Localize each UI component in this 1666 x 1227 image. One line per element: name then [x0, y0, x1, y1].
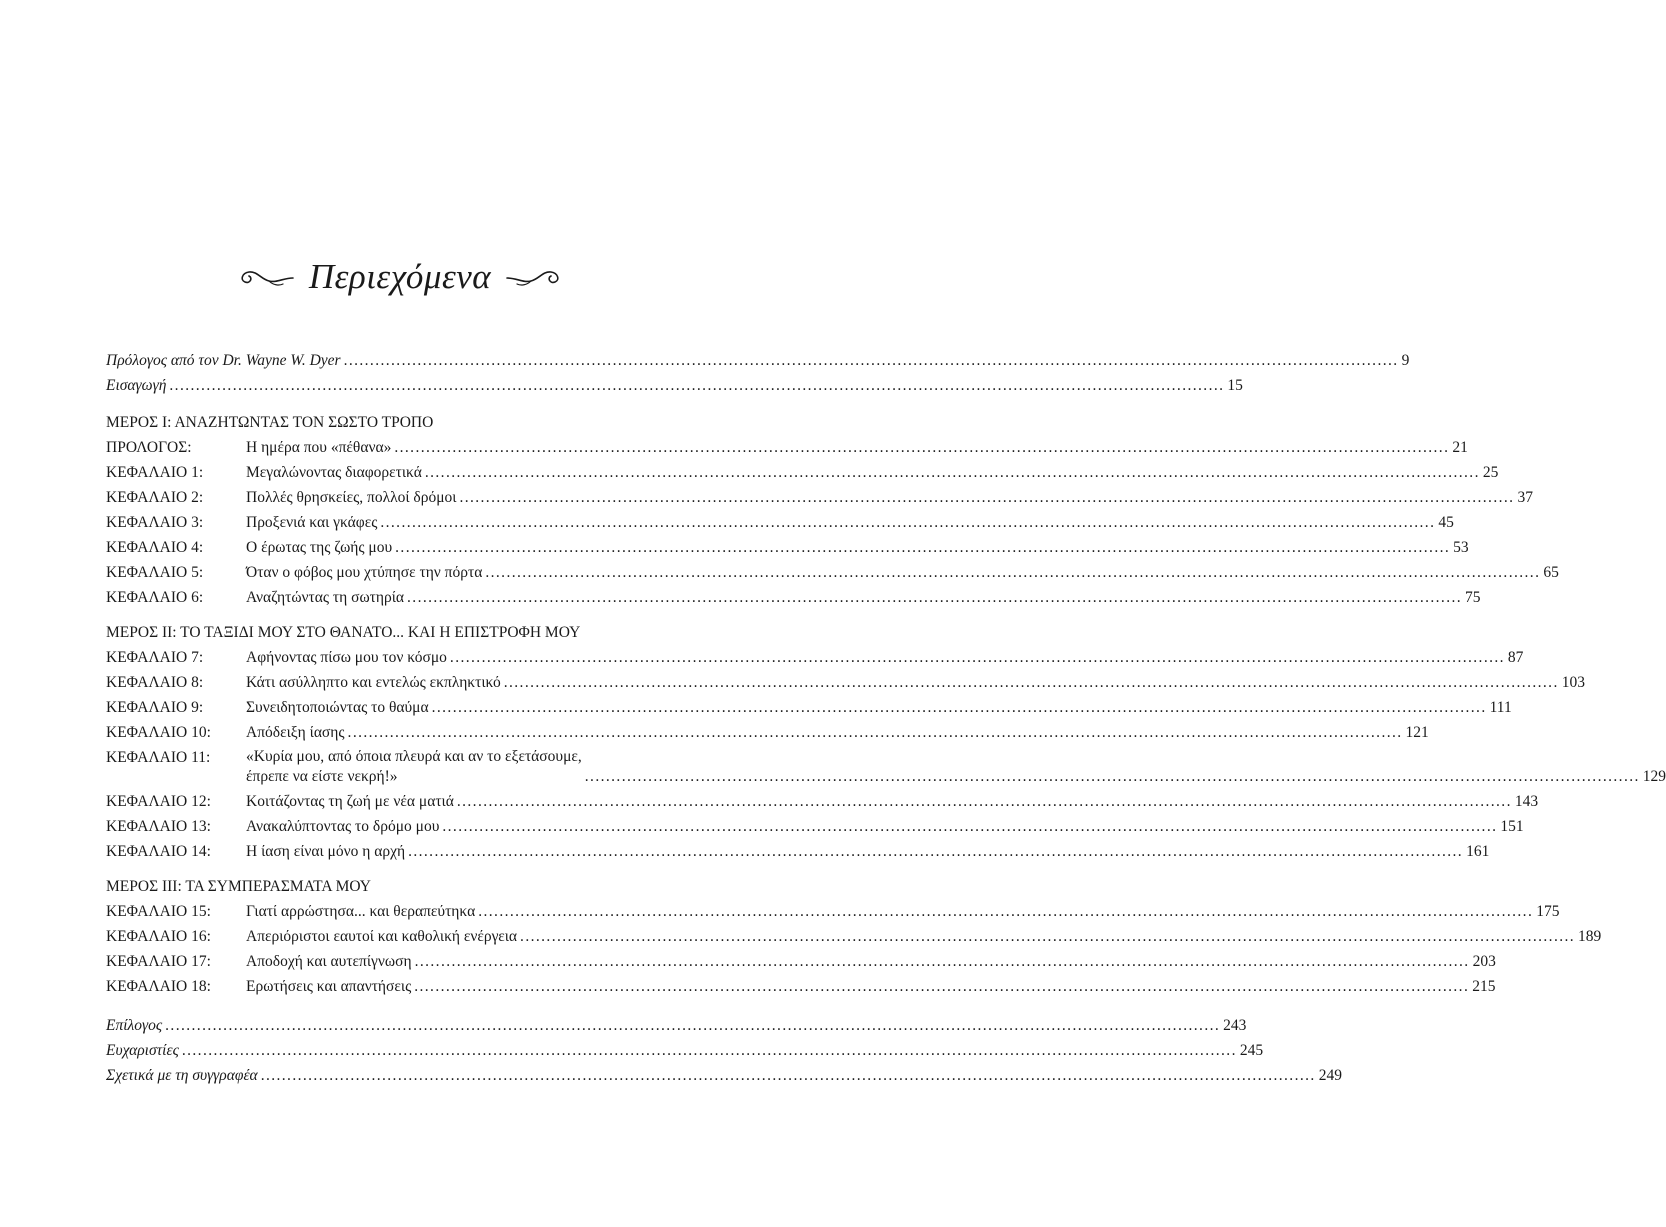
entry-title: Η ίαση είναι μόνο η αρχή: [246, 843, 406, 860]
entry-page: 103: [1561, 674, 1585, 691]
entry-title: Πολλές θρησκείες, πολλοί δρόμοι: [246, 489, 457, 506]
entry-page: 75: [1465, 589, 1481, 606]
dot-leader: ........................................................................................................................................................................................................: [459, 489, 1515, 506]
dot-leader: ........................................................................................................................................................................................................: [394, 439, 1450, 456]
dot-leader: ........................................................................................................................................................................................................: [169, 377, 1225, 394]
entry-title: Η ημέρα που «πέθανα»: [246, 439, 392, 456]
entry-label: ΚΕΦΑΛΑΙΟ 17:: [106, 953, 211, 970]
entry-label: ΚΕΦΑΛΑΙΟ 2:: [106, 489, 204, 506]
toc-entry[interactable]: [106, 535, 1469, 560]
toc-entry[interactable]: [106, 814, 1524, 839]
toc-entry[interactable]: [106, 839, 1490, 864]
entry-page: 249: [1318, 1067, 1342, 1084]
toc-entry[interactable]: [106, 485, 1533, 510]
toc-entry[interactable]: [106, 949, 1496, 974]
entry-page: 129: [1642, 768, 1666, 785]
entry-label: ΚΕΦΑΛΑΙΟ 8:: [106, 674, 204, 691]
toc-entry[interactable]: [106, 560, 1559, 585]
toc-entry[interactable]: [106, 974, 1496, 999]
entry-title: Ερωτήσεις και απαντήσεις: [246, 978, 412, 995]
toc-entry[interactable]: [106, 720, 1429, 745]
toc-entry-introduction[interactable]: [106, 373, 1243, 398]
dot-leader: ........................................................................................................................................................................................................: [380, 514, 1436, 531]
entry-page: 121: [1405, 724, 1429, 741]
entry-title: Αποδοχή και αυτεπίγνωση: [246, 953, 412, 970]
entry-title: Κοιτάζοντας τη ζωή με νέα ματιά: [246, 793, 454, 810]
entry-title: Εισαγωγή: [106, 377, 167, 394]
entry-label: ΚΕΦΑΛΑΙΟ 6:: [106, 589, 204, 606]
entry-label: ΚΕΦΑΛΑΙΟ 13:: [106, 818, 211, 835]
entry-title-multiline: [246, 747, 582, 789]
entry-title: Όταν ο φόβος μου χτύπησε την πόρτα: [246, 564, 483, 581]
entry-title: Ο έρωτας της ζωής μου: [246, 539, 393, 556]
toc-entry[interactable]: [106, 899, 1560, 924]
flourish-left-icon: [233, 265, 295, 289]
entry-page: 203: [1472, 953, 1496, 970]
dot-leader: ........................................................................................................................................................................................................: [414, 953, 1470, 970]
entry-title: Ευχαριστίες: [106, 1042, 179, 1059]
entry-page: 15: [1227, 377, 1243, 394]
entry-title: Απεριόριστοι εαυτοί και καθολική ενέργεια: [246, 928, 518, 945]
entry-title: Σχετικά με τη συγγραφέα: [106, 1067, 258, 1084]
entry-label: ΚΕΦΑΛΑΙΟ 10:: [106, 724, 211, 741]
entry-page: 111: [1489, 699, 1512, 716]
dot-leader: ........................................................................................................................................................................................................: [431, 699, 1487, 716]
entry-page: 189: [1578, 928, 1602, 945]
entry-title: Κάτι ασύλληπτο και εντελώς εκπληκτικό: [246, 674, 501, 691]
dot-leader: ........................................................................................................................................................................................................: [449, 649, 1505, 666]
entry-label: ΚΕΦΑΛΑΙΟ 18:: [106, 978, 211, 995]
entry-title: Συνειδητοποιώντας το θαύμα: [246, 699, 429, 716]
entry-label: ΚΕΦΑΛΑΙΟ 9:: [106, 699, 204, 716]
entry-page: 21: [1452, 439, 1468, 456]
toc-entry-about-author[interactable]: [106, 1063, 1342, 1088]
dot-leader: ........................................................................................................................................................................................................: [347, 724, 1403, 741]
entry-page: 37: [1517, 489, 1533, 506]
dot-leader: ........................................................................................................................................................................................................: [442, 818, 1498, 835]
dot-leader: ........................................................................................................................................................................................................: [395, 539, 1451, 556]
dot-leader: ........................................................................................................................................................................................................: [165, 1017, 1221, 1034]
entry-page: 143: [1514, 793, 1539, 810]
entry-page: 53: [1453, 539, 1469, 556]
entry-title: Ανακαλύπτοντας το δρόμο μου: [246, 818, 440, 835]
page-title: Περιεχόμενα: [308, 257, 492, 296]
toc-entry-epilogue[interactable]: [106, 1013, 1247, 1038]
part-heading: ΜΕΡΟΣ ΙΙ: ΤΟ ΤΑΞΙΔΙ ΜΟΥ ΣΤΟ ΘΑΝΑΤΟ... ΚΑΙ Η ΕΠΙΣΤΡΟΦΗ ΜΟΥ: [106, 624, 581, 641]
entry-title: Γιατί αρρώστησα... και θεραπεύτηκα: [246, 903, 476, 920]
entry-page: 9: [1401, 352, 1410, 369]
entry-title-line: «Κυρία μου, από όποια πλευρά και αν το εξετάσουμε,: [246, 748, 582, 765]
toc-entry[interactable]: [106, 695, 1512, 720]
toc-entry[interactable]: [106, 460, 1499, 485]
entry-page: 161: [1466, 843, 1490, 860]
dot-leader: ........................................................................................................................................................................................................: [584, 768, 1640, 785]
dot-leader: ........................................................................................................................................................................................................: [520, 928, 1576, 945]
entry-page: 65: [1543, 564, 1559, 581]
toc-entry-foreword[interactable]: [106, 348, 1410, 373]
entry-title: Απόδειξη ίασης: [246, 724, 345, 741]
entry-title: Επίλογος: [106, 1017, 163, 1034]
entry-label: ΚΕΦΑΛΑΙΟ 7:: [106, 649, 204, 666]
part-heading: ΜΕΡΟΣ Ι: ΑΝΑΖΗΤΩΝΤΑΣ ΤΟΝ ΣΩΣΤΟ ΤΡΟΠΟ: [106, 414, 434, 431]
toc-entry[interactable]: [106, 435, 1468, 460]
entry-page: 45: [1438, 514, 1454, 531]
entry-label: ΠΡΟΛΟΓΟΣ:: [106, 439, 192, 456]
toc-entry[interactable]: [106, 585, 1481, 610]
entry-page: 87: [1507, 649, 1524, 666]
dot-leader: ........................................................................................................................................................................................................: [181, 1042, 1237, 1059]
entry-label: ΚΕΦΑΛΑΙΟ 4:: [106, 539, 204, 556]
entry-label: ΚΕΦΑΛΑΙΟ 3:: [106, 514, 204, 531]
dot-leader: ........................................................................................................................................................................................................: [478, 903, 1534, 920]
dot-leader: ........................................................................................................................................................................................................: [407, 589, 1463, 606]
toc-entry[interactable]: [106, 510, 1454, 535]
toc-entry-acknowledgements[interactable]: [106, 1038, 1264, 1063]
entry-title: Αφήνοντας πίσω μου τον κόσμο: [246, 649, 447, 666]
entry-label: ΚΕΦΑΛΑΙΟ 15:: [106, 903, 211, 920]
entry-page: 175: [1536, 903, 1560, 920]
back-matter: [106, 1013, 1342, 1088]
entry-title: Πρόλογος από τον Dr. Wayne W. Dyer: [106, 352, 341, 369]
entry-page: 151: [1500, 818, 1524, 835]
entry-page: 245: [1239, 1042, 1264, 1059]
dot-leader: ........................................................................................................................................................................................................: [414, 978, 1470, 995]
table-of-contents: [106, 348, 1666, 1088]
toc-entry[interactable]: [106, 789, 1539, 814]
dot-leader: ........................................................................................................................................................................................................: [456, 793, 1512, 810]
heading-block: [0, 252, 800, 302]
entry-label: ΚΕΦΑΛΑΙΟ 5:: [106, 564, 204, 581]
dot-leader: ........................................................................................................................................................................................................: [424, 464, 1480, 481]
entry-label: ΚΕΦΑΛΑΙΟ 14:: [106, 843, 211, 860]
entry-title: Προξενιά και γκάφες: [246, 514, 378, 531]
entry-title: Αναζητώντας τη σωτηρία: [246, 589, 405, 606]
dot-leader: ........................................................................................................................................................................................................: [260, 1067, 1316, 1084]
toc-entry[interactable]: [106, 745, 1666, 789]
part-heading: ΜΕΡΟΣ ΙΙΙ: ΤΑ ΣΥΜΠΕΡΑΣΜΑΤΑ ΜΟΥ: [106, 878, 371, 895]
entry-label: ΚΕΦΑΛΑΙΟ 1:: [106, 464, 204, 481]
entry-page: 25: [1482, 464, 1499, 481]
flourish-right-icon: [505, 265, 567, 289]
entry-label: ΚΕΦΑΛΑΙΟ 16:: [106, 928, 211, 945]
entry-page: 243: [1223, 1017, 1247, 1034]
entry-label: ΚΕΦΑΛΑΙΟ 12:: [106, 793, 211, 810]
dot-leader: ........................................................................................................................................................................................................: [503, 674, 1559, 691]
toc-entry[interactable]: [106, 924, 1602, 949]
dot-leader: ........................................................................................................................................................................................................: [343, 352, 1399, 369]
dot-leader: ........................................................................................................................................................................................................: [485, 564, 1541, 581]
toc-entry[interactable]: [106, 670, 1585, 695]
entry-label: ΚΕΦΑΛΑΙΟ 11:: [106, 749, 211, 766]
entry-page: 215: [1472, 978, 1496, 995]
toc-entry[interactable]: [106, 645, 1524, 670]
entry-title-line: έπρεπε να είστε νεκρή!»: [246, 768, 398, 785]
entry-title: Μεγαλώνοντας διαφορετικά: [246, 464, 422, 481]
dot-leader: ........................................................................................................................................................................................................: [408, 843, 1464, 860]
